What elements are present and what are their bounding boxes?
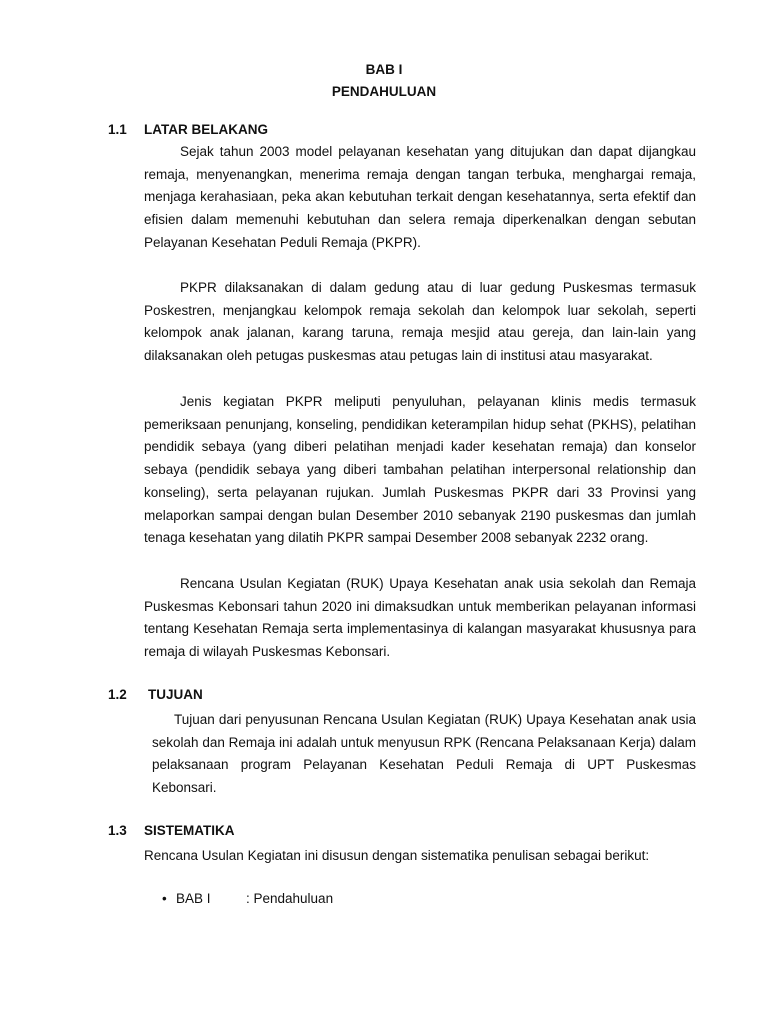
section-heading-sistematika [108, 823, 235, 838]
list-item [162, 891, 462, 906]
bullet-icon: • [162, 891, 167, 906]
section-heading-tujuan [108, 687, 203, 702]
section-number: 1.3 [108, 823, 127, 838]
section-number: 1.1 [108, 122, 127, 137]
chapter-title: PENDAHULUAN [331, 84, 437, 99]
paragraph-sistematika: Rencana Usulan Kegiatan ini disusun dengan sistematika penulisan sebagai berikut: [144, 848, 650, 863]
paragraph-tujuan: Tujuan dari penyusunan Rencana Usulan Kegiatan (RUK) Upaya Kesehatan anak usia sekolah dan Remaja ini adalah untuk menyusun RPK (Rencana Pelaksanaan Kerja) dalam pelaksanaan program Pelayanan Kesehatan Peduli Remaja di UPT Puskesmas Kebonsari. [152, 712, 696, 796]
list-item-label: BAB I [176, 891, 211, 906]
section-title: LATAR BELAKANG [144, 122, 268, 137]
paragraph-latar-belakang-3: Jenis kegiatan PKPR meliputi penyuluhan, pelayanan klinis medis termasuk pemeriksaan penunjang, konseling, pendidikan keterampilan hidup sehat (PKHS), pelatihan pendidik sebaya (yang diberi pelatihan menjadi kader kesehatan remaja) dan konselor sebaya (pendidik sebaya yang diberi tambahan pelatihan interpersonal relationship dan konseling), serta pelayanan rujukan. Jumlah Puskesmas PKPR dari 33 Provinsi yang melaporkan sampai dengan bulan Desember 2010 sebanyak 2190 puskesmas dan jumlah tenaga kesehatan yang dilatih PKPR sampai Desember 2008 sebanyak 2232 orang. [144, 394, 696, 546]
chapter-label: BAB I [365, 62, 403, 77]
section-title: SISTEMATIKA [144, 823, 235, 838]
section-title: TUJUAN [148, 687, 203, 702]
section-heading-latar-belakang [108, 122, 268, 137]
paragraph-latar-belakang-1: Sejak tahun 2003 model pelayanan kesehatan yang ditujukan dan dapat dijangkau remaja, menyenangkan, menerima remaja dengan tangan terbuka, menghargai remaja, menjaga kerahasiaan, peka akan kebutuhan terkait dengan kesehatannya, serta efektif dan efisien dalam memenuhi kebutuhan dan selera remaja diperkenalkan dengan sebutan Pelayanan Kesehatan Peduli Remaja (PKPR). [144, 144, 696, 250]
paragraph-latar-belakang-2: PKPR dilaksanakan di dalam gedung atau di luar gedung Puskesmas termasuk Poskestren, menjangkau kelompok remaja sekolah dan kelompok luar sekolah, seperti kelompok anak jalanan, karang taruna, remaja mesjid atau gereja, dan lain-lain yang dilaksanakan oleh petugas puskesmas atau petugas lain di institusi atau masyarakat. [144, 280, 696, 364]
section-number: 1.2 [108, 687, 127, 702]
paragraph-latar-belakang-4: Rencana Usulan Kegiatan (RUK) Upaya Kesehatan anak usia sekolah dan Remaja Puskesmas Kebonsari tahun 2020 ini dimaksudkan untuk memberikan pelayanan informasi tentang Kesehatan Remaja serta implementasinya di kalangan masyarakat khususnya para remaja di wilayah Puskesmas Kebonsari. [144, 576, 696, 660]
list-item-desc: : Pendahuluan [246, 891, 334, 906]
